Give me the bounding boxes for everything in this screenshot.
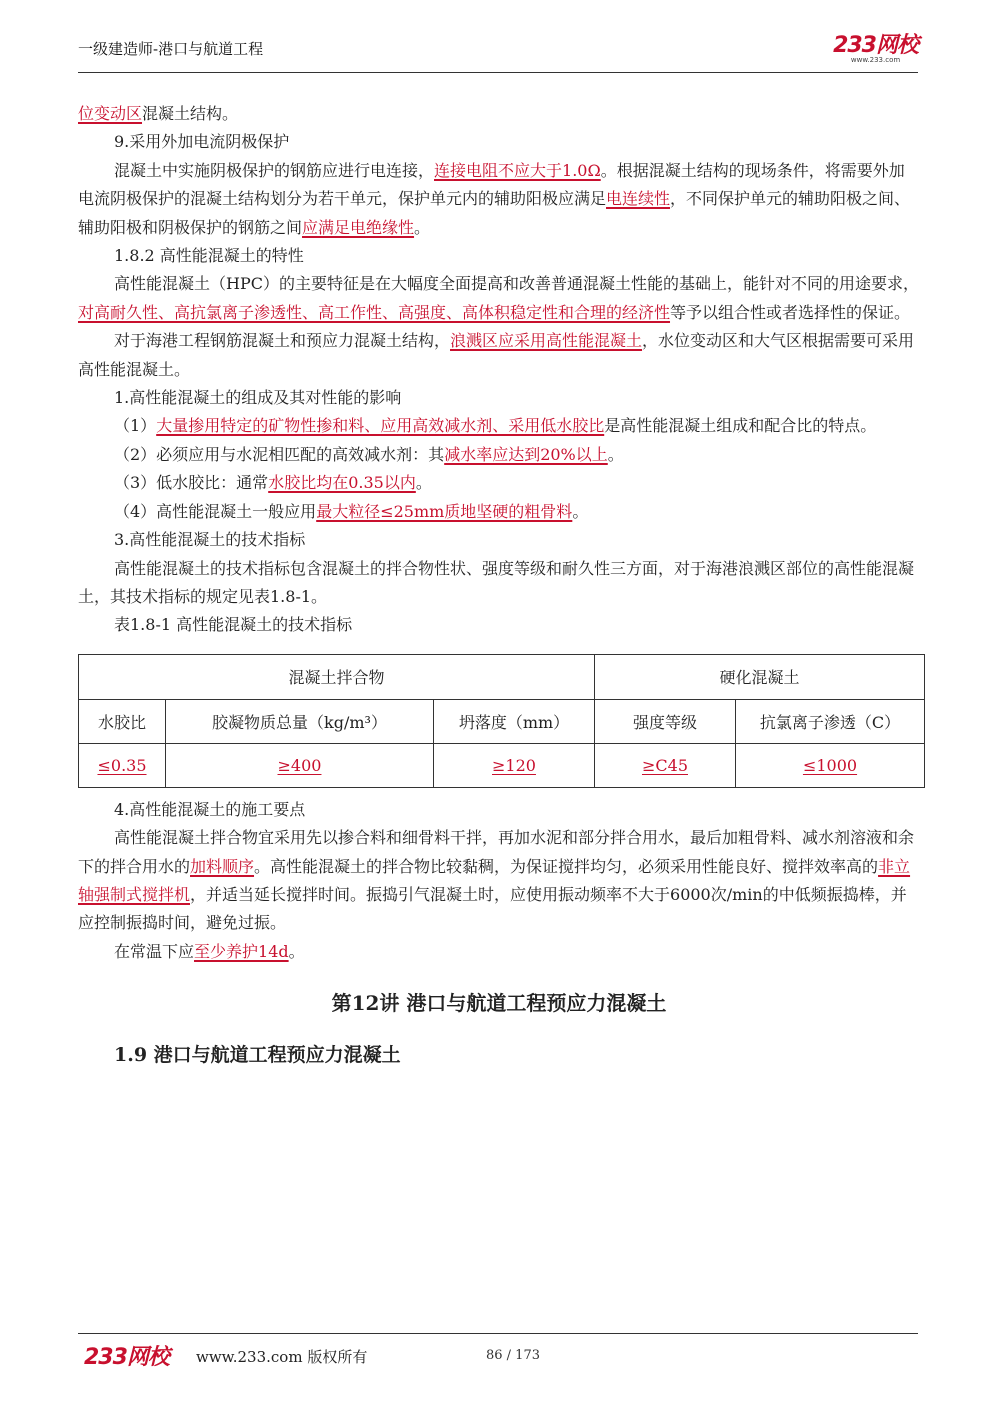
text: 在常温下应 (114, 941, 195, 961)
highlight-text: 连接电阻不应大于1.0Ω (434, 160, 601, 180)
lecture-title: 第12讲 港口与航道工程预应力混凝土 (331, 991, 667, 1016)
highlight-text: 加料顺序 (190, 856, 255, 876)
table-group-header: 混凝土拌合物 (79, 654, 595, 699)
text: 。 (607, 444, 624, 464)
table-cell (79, 743, 166, 787)
tech-index-table (78, 654, 925, 788)
page-footer (78, 1333, 918, 1374)
highlight-text: 位变动区 (78, 104, 143, 123)
table-row (79, 654, 925, 699)
footer-logo: 233网校 (84, 1345, 169, 1370)
highlight-text: 减水率应达到20%以上 (444, 444, 608, 464)
table-row (79, 743, 925, 787)
page-header (78, 30, 918, 73)
cell-value: ≥400 (277, 755, 322, 775)
paragraph: 高性能混凝土的技术指标包含混凝土的拌合物性状、强度等级和耐久性三方面，对于海港浪溅区部位的高性能混凝土，其技术指标的规定见表1.8-1。 (78, 558, 915, 606)
highlight-text: 应满足电绝缘性 (302, 217, 415, 237)
table-cell (166, 743, 434, 787)
text: 等予以组合性或者选择性的保证。 (670, 302, 911, 322)
text: 。 (572, 501, 589, 521)
subheading: 9.采用外加电流阴极保护 (114, 132, 290, 152)
text: （1） (114, 416, 157, 436)
text: 。 (414, 217, 431, 237)
highlight-text: 对高耐久性、高抗氯离子渗透性、高工作性、高强度、高体积稳定性和合理的经济性 (78, 302, 671, 322)
text: ，并适当延长搅拌时间。振捣引气混凝土时，应使用振动频率不大于6000次/min的中低频振捣棒，并应控制振捣时间，避免过振。 (78, 884, 907, 933)
cell-value: ≤0.35 (97, 755, 147, 775)
header-logo (833, 28, 918, 64)
text: 。 (415, 473, 432, 493)
section-heading: 1.8.2 高性能混凝土的特性 (114, 246, 304, 266)
table-cell (434, 743, 595, 787)
highlight-text: 浪溅区应采用高性能混凝土 (450, 331, 643, 351)
header-title: 一级建造师-港口与航道工程 (78, 40, 264, 58)
text: 对于海港工程钢筋混凝土和预应力混凝土结构， (114, 331, 451, 351)
table-group-header: 硬化混凝土 (595, 654, 925, 699)
section-title: 1.9 港口与航道工程预应力混凝土 (114, 1044, 401, 1067)
page-content (78, 100, 920, 1070)
highlight-text: 电连续性 (606, 189, 671, 209)
paragraph (78, 498, 920, 526)
paragraph (78, 412, 920, 440)
paragraph (78, 157, 920, 242)
text: 高性能混凝土（HPC）的主要特征是在大幅度全面提高和改善普通混凝土性能的基础上，能针对不同的用途要求， (114, 274, 919, 294)
logo-url: www.233.com (850, 56, 901, 64)
text: 混凝土结构。 (142, 104, 239, 123)
highlight-text: 水胶比均在0.35以内 (268, 473, 416, 493)
text: ，不同保护单元的辅助阳极之间、辅助阳极和阴极保护的钢筋之间 (78, 189, 911, 237)
logo-text: 233网校 (833, 33, 918, 58)
cell-value: ≤1000 (802, 755, 858, 775)
paragraph (78, 327, 920, 384)
table-header-cell: 强度等级 (595, 699, 736, 743)
table-header-cell: 水胶比 (79, 699, 166, 743)
table-header-cell: 胶凝物质总量（kg/m³） (166, 699, 434, 743)
table-cell (736, 743, 925, 787)
subheading: 4.高性能混凝土的施工要点 (114, 799, 306, 819)
text: （3）低水胶比：通常 (114, 473, 269, 493)
paragraph (78, 469, 920, 497)
subheading: 3.高性能混凝土的技术指标 (114, 530, 306, 550)
paragraph (78, 100, 920, 128)
highlight-text: 至少养护14d (194, 941, 289, 961)
cell-value: ≥C45 (641, 755, 688, 775)
cell-value: ≥120 (492, 755, 536, 775)
table-caption: 表1.8-1 高性能混凝土的技术指标 (114, 615, 353, 635)
text: 。 (288, 941, 305, 961)
table-cell (595, 743, 736, 787)
text: 。根据混凝土结构的现场条件，将需要外加电流阴极保护的混凝土结构划分为若干单元，保护单元内的辅助阳极应满足 (78, 160, 905, 209)
subheading: 1.高性能混凝土的组成及其对性能的影响 (114, 388, 402, 408)
text: 。高性能混凝土的拌合物比较黏稠，为保证搅拌均匀，必须采用性能良好、搅拌效率高的 (254, 856, 879, 876)
text: （4）高性能混凝土一般应用 (114, 501, 317, 521)
text: ，水位变动区和大气区根据需要可采用高性能混凝土。 (78, 331, 915, 379)
highlight-text: 非立轴强制式搅拌机 (78, 856, 911, 904)
text: 高性能混凝土拌合物宜采用先以掺合料和细骨料干拌，再加水泥和部分拌合用水，最后加粗骨料、减水剂溶液和余下的拌合用水的 (78, 828, 915, 876)
table-header-cell: 抗氯离子渗透（C） (736, 699, 925, 743)
footer-copyright: www.233.com 版权所有 (196, 1348, 368, 1366)
text: （2）必须应用与水泥相匹配的高效减水剂：其 (114, 444, 445, 464)
paragraph (78, 441, 920, 469)
highlight-text: 大量掺用特定的矿物性掺和料、应用高效减水剂、采用低水胶比 (156, 416, 605, 436)
text: 是高性能混凝土组成和配合比的特点。 (604, 416, 877, 436)
page-number: 86 / 173 (486, 1348, 540, 1363)
table-header-cell: 坍落度（mm） (434, 699, 595, 743)
paragraph (78, 824, 920, 938)
table-row (79, 699, 925, 743)
text: 混凝土中实施阴极保护的钢筋应进行电连接， (114, 160, 435, 180)
paragraph (78, 938, 920, 966)
highlight-text: 最大粒径≤25mm质地坚硬的粗骨料 (316, 501, 573, 521)
paragraph (78, 270, 920, 327)
